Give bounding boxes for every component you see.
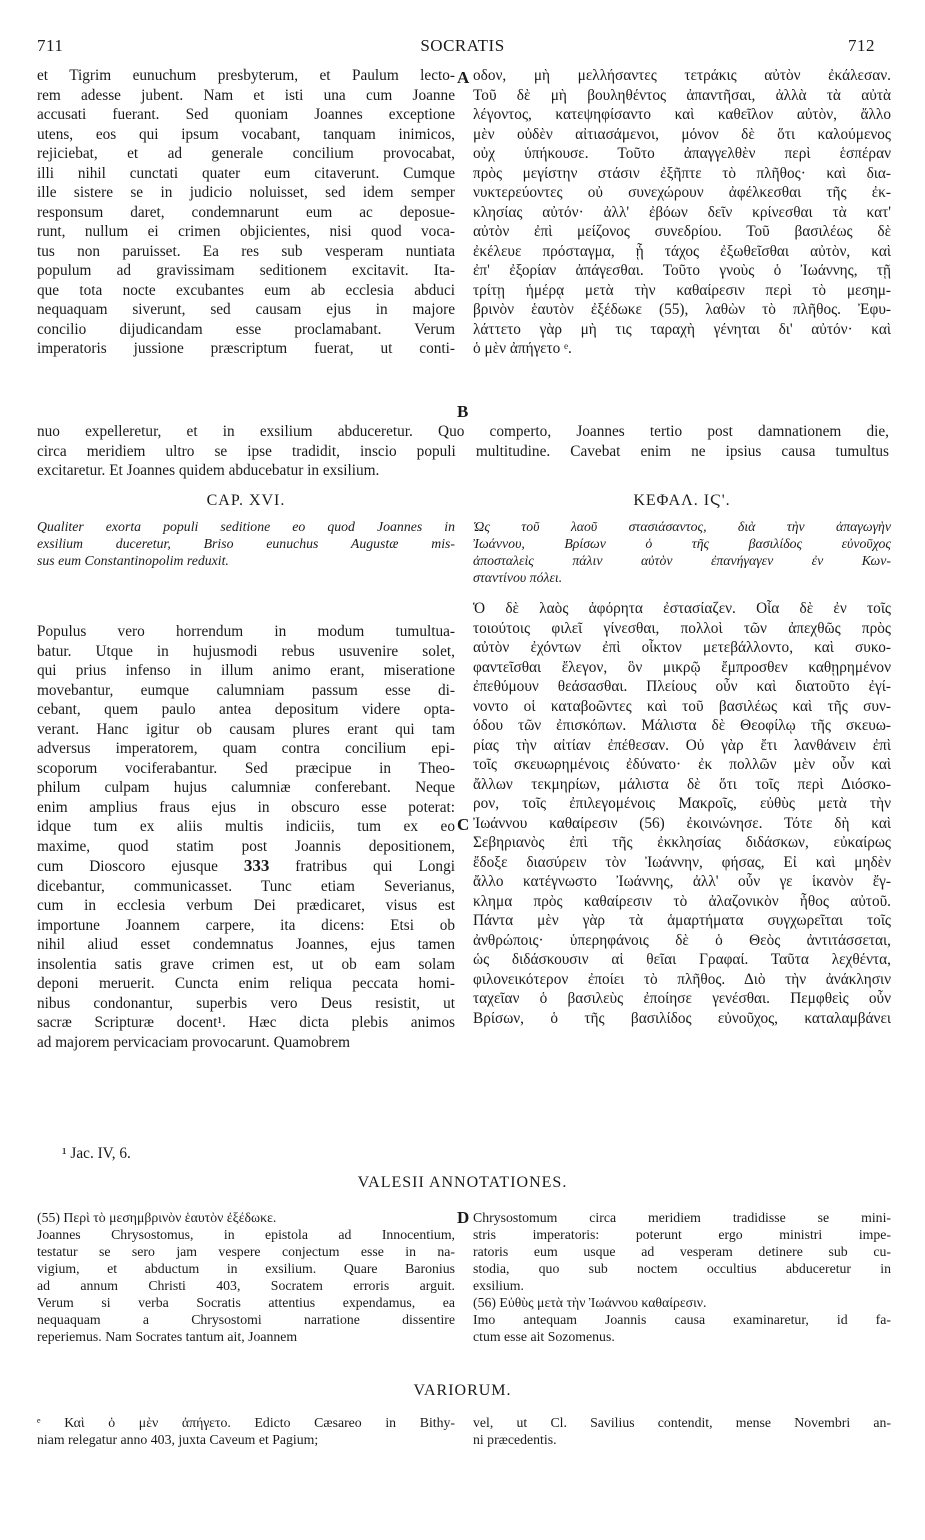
text-line: Τοῦ δὲ μὴ βουληθέντος ἀπαντῆσαι, ἀλλὰ τὰ αὐτὰ: [473, 86, 891, 104]
text-line: concilio dijudicandam esse proclamabant. Verum: [37, 320, 455, 338]
text-line: μὲν οὐδὲν αἰτιασάμενοι, μόνον δὲ ὅτι καλούμενος: [473, 125, 891, 143]
top-latin-column: [37, 66, 455, 359]
text-line: λέγοντος, κατεψηφίσαντο καὶ καθεῖλον αὐτὸν, ἄλλο: [473, 106, 891, 123]
note-line: ni præcedentis.: [473, 1432, 557, 1447]
text-line: κλησίας αὐτόν· ἀλλ' ἐβόων δεῖν κρίνεσθαι τὰ κατ': [473, 203, 891, 221]
text-line: φιλονεικότερον ἐποίει τὸ πλῆθος. Διὸ τὴν ἀνάκλησιν: [473, 970, 891, 988]
text-line: nequaquam siverunt, sed causam ejus in majore: [37, 301, 455, 318]
text-line: ἐπ' ἐξορίαν ἀπάγεσθαι. Τοῦτο γνοὺς ὁ Ἰωάννης, τῇ: [473, 262, 891, 279]
text-line: batur. Utque in hujusmodi rebus usuvenire solet,: [37, 642, 455, 660]
annotation-line: Imo antequam Joannis causa examinaretur, id fa-: [473, 1312, 891, 1327]
annotation-line: stodia, quo sub noctem occultius abduceretur in: [473, 1261, 891, 1276]
text-line: νυκτερεύοντες οὐ συνεχώρουν ἀφέλκεσθαι τῆς ἐκ-: [473, 184, 891, 201]
greek-chapter-summary: [473, 518, 891, 586]
text-line: insolentia satis grave crimen est, ut ob eam solam: [37, 955, 455, 973]
annotation-line: exsilium.: [473, 1278, 524, 1293]
text-line: tus non paruisset. Ea res sub vesperam nuntiata: [37, 242, 455, 260]
text-line: Πάντα μὲν γὰρ τὰ ἁμαρτήματα συγχωρεῖται τοῖς: [473, 912, 891, 929]
text-line: ὁ μὲν ἀπήγετο ᵉ.: [473, 340, 572, 357]
text-line: πρὸς μεγίστην στάσιν ἐξῆπτε τὸ πλῆθος· καὶ δια-: [473, 164, 891, 182]
text-line: τρίτῃ ἡμέρᾳ μετὰ τὴν καθαίρεσιν περὶ τὸ μεσημ-: [473, 281, 891, 299]
text-line: λάττετο γὰρ μὴ τις ταραχὴ γένηται δι' αὐτόν· καὶ: [473, 320, 891, 338]
text-line: Ἰωάννου καθαίρεσιν (56) ἐκοινώνησε. Τότε δὴ καὶ: [473, 814, 891, 832]
variorum-left-column: [37, 1414, 455, 1448]
valesii-right-column: [473, 1209, 891, 1345]
text-line: αὐτὸν ἐχόντων ἐπὶ οἶκτον μετεβάλλοντο, καὶ συκο-: [473, 639, 891, 656]
body-greek-column: [473, 599, 891, 1028]
text-fragment: fratribus qui Longi: [295, 858, 455, 875]
text-line: movebantur, eumque calumniam passum esse di-: [37, 681, 455, 699]
text-line: οδον, μὴ μελλήσαντες τετράκις αὐτὸν ἐκάλεσαν.: [473, 67, 891, 84]
text-line: deponi meruerit. Cuncta enim reliqua peccata homi-: [37, 975, 455, 992]
text-line: philum culpam hujus calumniæ conferebant. Neque: [37, 779, 455, 796]
text-fragment: cum Dioscoro ejusque: [37, 858, 218, 875]
text-line: idque tum ex aliis multis indiciis, tum ex eo: [37, 818, 455, 835]
text-line: importune Joannem carpere, ita dicens: Etsi ob: [37, 916, 455, 934]
text-line: αὐτὸν ἐπὶ μείζονος συνεδρίου. Τοῦ βασιλέως δὲ: [473, 223, 891, 240]
text-line: ad majorem pervicaciam provocarunt. Quamobrem: [37, 1033, 351, 1051]
text-line: que tota nocte excubantes eum ab ecclesia abduci: [37, 281, 455, 299]
annotation-line: Joannes Chrysostomus, in epistola ad Innocentium,: [37, 1227, 455, 1242]
text-line: [37, 856, 455, 877]
text-line: nihil aliud esset condemnatus Joannes, ejus tamen: [37, 936, 455, 953]
summary-line: exsilium duceretur, Briso eunuchus Augustæ mis-: [37, 536, 455, 551]
text-line: cum in ecclesia verbum Dei prædicaret, visus est: [37, 897, 455, 914]
text-line: nibus condonantur, superbis vero Deus resistit, ut: [37, 994, 455, 1012]
valesii-left-column: [37, 1209, 455, 1345]
variorum-heading: VARIORUM.: [413, 1382, 512, 1399]
text-line: runt, nullum ei crimen objicientes, nisi quod voca-: [37, 223, 455, 240]
text-line: maxime, quod statim post Joannis depositionem,: [37, 837, 455, 855]
text-line: excitaretur. Et Joannes quidem abducebatur in exsilium.: [37, 462, 380, 479]
note-line: niam relegatur anno 403, juxta Caveum et Pagium;: [37, 1432, 319, 1447]
text-line: ἐπεθύμουν θεάσασθαι. Πλείους οὖν καὶ διατοῦτο ἐγί-: [473, 678, 891, 695]
text-line: circa meridiem ultro se ipse tradidit, inscio populi multitudine. Cavebat enim ne ipsius causa tumultus: [37, 442, 889, 460]
text-line: verant. Hanc igitur ob causam plures erant qui tam: [37, 720, 455, 738]
annotation-line: ratoris eum usque ad vesperam detinere sub cu-: [473, 1244, 891, 1259]
latin-chapter-summary: [37, 518, 455, 569]
margin-letter-a: A: [457, 68, 470, 87]
text-line: sacræ Scripturæ docent¹. Hæc dicta plebis animos: [37, 1014, 455, 1031]
annotation-line: nequaquam a Chrysostomi narratione dissentire: [37, 1312, 455, 1327]
text-line: ἔδοξε διασύρειν τὸν Ἰωάννην, φήσας, Εἰ καὶ μηδὲν: [473, 853, 891, 871]
running-title: SOCRATIS: [420, 36, 505, 55]
text-line: utens, eos qui ipsum vocabant, tanquam inimicos,: [37, 125, 455, 143]
summary-line: σταντίνου πόλει.: [473, 570, 563, 585]
text-line: όδου τῶν ἐπισκόπων. Μάλιστα δὲ Θεοφίλῳ τῆς σκευω-: [473, 717, 891, 734]
latin-chapter-heading: CAP. XVI.: [206, 492, 286, 509]
annotation-line: Chrysostomum circa meridiem tradidisse se mini-: [473, 1210, 891, 1225]
annotation-line: ctum esse ait Sozomenus.: [473, 1329, 615, 1344]
page-number-right: 712: [848, 36, 875, 55]
text-line: adversus imperatorem, quam contra concilium epi-: [37, 740, 455, 757]
text-line: qui prius infenso in illum animo erant, miseratione: [37, 662, 455, 679]
text-line: nuo expelleretur, et in exsilium abduceretur. Quo comperto, Joannes tertio post damnationem die,: [37, 423, 889, 440]
text-line: Populus vero horrendum in modum tumultua-: [37, 623, 455, 640]
note-line: vel, ut Cl. Savilius contendit, mense Novembri an-: [473, 1415, 891, 1430]
annotation-line: reperiemus. Nam Socrates tantum ait, Joannem: [37, 1329, 298, 1344]
text-line: enim amplius fraus ejus in obscuro esse poterat:: [37, 798, 455, 816]
text-line: τοιούτοις φιλεῖ γίνεσθαι, πολλοὶ τῶν ἀπεχθῶς πρὸς: [473, 619, 891, 637]
text-line: ὡς διδάσκουσιν αἱ θεῖαι Γραφαί. Ταῦτα λεχθέντα,: [473, 951, 891, 968]
text-line: rejiciebat, et ad generale concilium provocabat,: [37, 145, 455, 162]
margin-letter-d: D: [457, 1208, 470, 1227]
text-line: ρον, τοῖς ἐπιλεγομένοις Μακροῖς, εὐθὺς μετὰ τὴν: [473, 795, 891, 812]
text-line: φαντεῖσθαι ἔλεγον, ὃν μικρῷ ἔμπροσθεν καθῃρημένον: [473, 658, 891, 676]
greek-chapter-heading: ΚΕΦΑΛ. ΙϚ'.: [633, 492, 731, 509]
text-line: κλημα πρὸς καθαίρεσιν τὸ ἀλαζονικὸν ἦθος αὐτοῦ.: [473, 892, 891, 910]
summary-line: sus eum Constantinopolim reduxit.: [37, 553, 229, 568]
summary-line: Ἰωάννου, Βρίσων ὁ τῆς βασιλίδος εὐνοῦχος: [473, 536, 891, 551]
text-line: ἐκέλευε πρόσταγμα, ᾗ τάχος ἐξωθεῖσθαι αὐτὸν, καὶ: [473, 242, 891, 260]
annotation-line: ad annum Christi 403, Socratem erroris arguit.: [37, 1278, 455, 1293]
margin-letter-c: C: [457, 815, 470, 834]
summary-line: Qualiter exorta populi seditione eo quod Joannes in: [37, 519, 455, 534]
text-line: οὐχ ὑπήκουσε. Τοῦτο ἀπαγγελθὲν περὶ ἑσπέραν: [473, 145, 891, 162]
text-line: Βρίσων, ὁ τῆς βασιλίδος εὐνοῦχος, καταλαμβάνει: [473, 1009, 891, 1027]
text-line: cebant, quem paulo antea depositum videre opta-: [37, 701, 455, 718]
text-line: ille sistere se in judicio noluisset, sed idem semper: [37, 184, 455, 201]
text-line: ἀνθρώποις· ὑπερηφάνοις δὲ ὁ Θεὸς ἀντιτάσσεται,: [473, 931, 891, 949]
summary-line: Ὡς τοῦ λαοῦ στασιάσαντος, διὰ τὴν ἀπαγωγὴν: [473, 519, 891, 534]
annotation-line: (55) Περὶ τὸ μεσημβρινὸν ἑαυτὸν ἐξέδωκε.: [37, 1210, 277, 1225]
text-line: populum ad gravissimam seditionem excitavit. Ita-: [37, 262, 455, 279]
annotation-line: stris imperatoris: poterunt ergo ministri impe-: [473, 1227, 891, 1242]
body-latin-column: [37, 622, 455, 1052]
variorum-right-column: [473, 1414, 891, 1448]
text-line: accusati fuerant. Sed quoniam Joannes exceptione: [37, 106, 455, 123]
column-number: 333: [243, 856, 270, 875]
annotation-line: testatur se sero jam vespere conjectum esse in na-: [37, 1244, 455, 1259]
text-line: ἄλλο κατέγνωστο Ἰωάννης, ἀλλ' οὖν γε ἱκανὸν ἔγ-: [473, 873, 891, 890]
text-line: ταχεῖαν ὁ βασιλεὺς ἐποίησε γενέσθαι. Πεμφθεὶς οὖν: [473, 990, 891, 1007]
annotation-line: vigium, et abductum in exsilium. Quare Baronius: [37, 1261, 455, 1276]
text-line: τοῖς σκευωρημένοις ἐδύνατο· ἐκ πολλῶν μὲν οὖν καὶ: [473, 756, 891, 773]
note-line: ᵉ Καὶ ὁ μὲν ἀπήγετο. Edicto Cæsareo in Bithy-: [37, 1415, 455, 1430]
text-line: Σεβηριανὸς ἐπὶ τῆς ἐκκλησίας διδάσκων, εὐκαίρως: [473, 834, 891, 851]
text-line: νοντο οἱ καταβοῶντες καὶ τοῦ βασιλέως καὶ τῆς συν-: [473, 697, 891, 715]
text-line: ἄλλων τεκμηρίων, μάλιστα δὲ ὅτι τοῖς περὶ Διόσκο-: [473, 775, 891, 793]
footnote: ¹ Jac. IV, 6.: [62, 1145, 131, 1162]
text-line: Ὁ δὲ λαὸς ἀφόρητα ἐστασίαζεν. Οἷα δὲ ἐν τοῖς: [473, 600, 891, 617]
text-line: rem adesse jubent. Nam et isti una cum Joanne: [37, 86, 455, 104]
top-greek-column: [473, 66, 891, 359]
top-full-width-text: [37, 422, 889, 481]
text-line: et Tigrim eunuchum presbyterum, et Paulum lecto-: [37, 67, 455, 84]
text-line: imperatoris jussione præscriptum fuerat, ut conti-: [37, 340, 455, 357]
text-line: ρίας τὴν αἰτίαν ἐπέθεσαν. Οὐ γὰρ ἔτι λανθάνειν ἐπὶ: [473, 736, 891, 754]
margin-letter-b: B: [457, 402, 469, 421]
text-line: dicebantur, communicasset. Tunc etiam Severianus,: [37, 877, 455, 895]
text-line: illi nihil cunctati quater eum citaverunt. Cumque: [37, 164, 455, 182]
page-number-left: 711: [37, 36, 64, 55]
summary-line: ἀποσταλεὶς πάλιν αὐτὸν ἐπανήγαγεν ἐν Κων-: [473, 553, 891, 568]
text-line: βρινὸν ἑαυτὸν ἐξέδωκε (55), λαθὼν τὸ πλῆθος. Ἐφυ-: [473, 301, 891, 318]
annotation-line: (56) Εὐθὺς μετὰ τὴν Ἰωάννου καθαίρεσιν.: [473, 1295, 707, 1310]
valesii-heading: VALESII ANNOTATIONES.: [357, 1174, 568, 1191]
text-line: scoporum vociferabantur. Sed præcipue in Theo-: [37, 759, 455, 777]
text-line: responsum daret, condemnarunt eum ac deposue-: [37, 203, 455, 221]
annotation-line: Verum si verba Socratis attentius expendamus, ea: [37, 1295, 455, 1310]
